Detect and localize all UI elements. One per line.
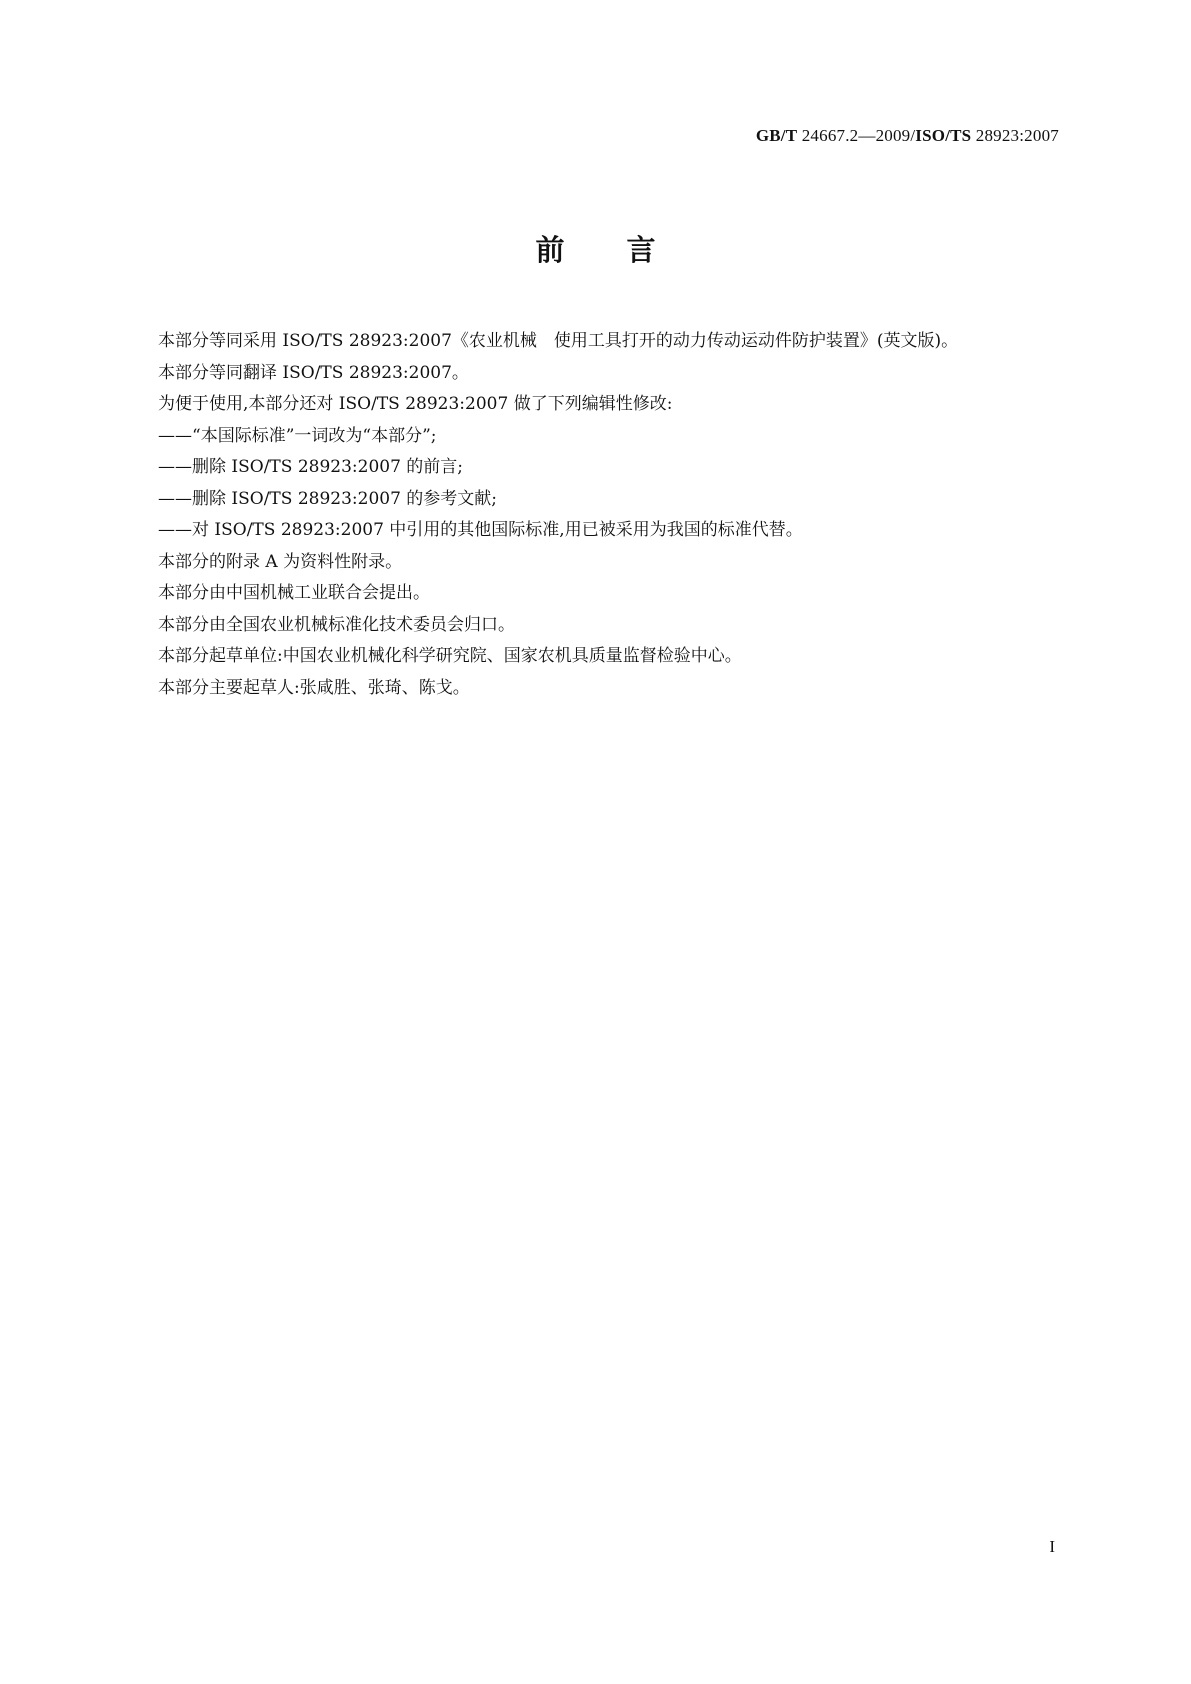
paragraph-translation: 本部分等同翻译 ISO/TS 28923:2007。 bbox=[158, 362, 469, 383]
page-number: I bbox=[1049, 1537, 1055, 1556]
paragraph-drafting-units: 本部分起草单位:中国农业机械化科学研究院、国家农机具质量监督检验中心。 bbox=[158, 646, 742, 666]
list-item-edit-term: ——“本国际标准”一词改为“本部分”; bbox=[158, 425, 437, 446]
foreword-body bbox=[124, 326, 1060, 704]
paragraph-edits-intro: 为便于使用,本部分还对 ISO/TS 28923:2007 做了下列编辑性修改: bbox=[158, 394, 673, 414]
list-item-edit-references: ——对 ISO/TS 28923:2007 中引用的其他国际标准,用已被采用为我国的标准代替。 bbox=[158, 520, 803, 540]
standard-number-iso-code: 28923:2007 bbox=[971, 126, 1059, 145]
standard-number-code: 24667.2—2009/ bbox=[797, 126, 916, 145]
paragraph-drafters: 本部分主要起草人:张咸胜、张琦、陈戈。 bbox=[158, 677, 470, 698]
standard-number bbox=[756, 126, 1059, 146]
paragraph-adoption: 本部分等同采用 ISO/TS 28923:2007《农业机械 使用工具打开的动力传动运动件防护装置》(英文版)。 bbox=[158, 331, 959, 351]
page-title: 前言 bbox=[535, 233, 718, 267]
paragraph-annex: 本部分的附录 A 为资料性附录。 bbox=[158, 551, 403, 572]
paragraph-committee: 本部分由全国农业机械标准化技术委员会归口。 bbox=[158, 614, 515, 635]
paragraph-proposer: 本部分由中国机械工业联合会提出。 bbox=[158, 583, 430, 603]
list-item-edit-bibliography: ——删除 ISO/TS 28923:2007 的参考文献; bbox=[158, 488, 498, 509]
standard-number-prefix: GB/T bbox=[755, 126, 798, 145]
list-item-edit-foreword: ——删除 ISO/TS 28923:2007 的前言; bbox=[158, 457, 464, 477]
standard-number-iso: ISO/TS bbox=[915, 126, 972, 145]
